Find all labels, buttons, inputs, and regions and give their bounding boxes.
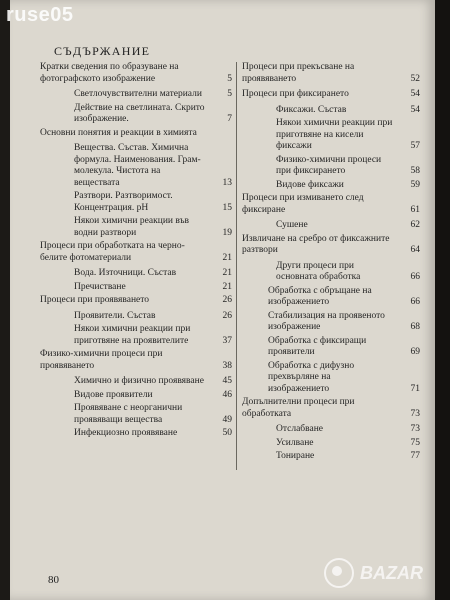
toc-entry-title: Процеси при прекъсване на проявяването [242, 62, 355, 84]
toc-entry [242, 424, 420, 436]
toc-entry [40, 403, 232, 426]
toc-entry-title: Пречистване [74, 281, 126, 292]
toc-entry [242, 234, 420, 257]
toc-entry-page: 38 [222, 360, 232, 371]
page-number: 80 [48, 574, 59, 586]
toc-entry-page: 13 [222, 177, 232, 188]
bazar-logo-text: BAZAR [360, 562, 423, 583]
toc-entry-page: 66 [410, 297, 420, 307]
toc-entry [40, 390, 232, 402]
toc-entry [242, 438, 420, 450]
toc-entry-page: 71 [410, 383, 420, 394]
toc-entry [40, 143, 232, 189]
toc-entry [40, 282, 232, 294]
toc-entry-title: Кратки сведения по образуване на фотографското изображение [40, 62, 179, 84]
toc-entry-title: Вода. Източници. Състав [74, 268, 177, 278]
toc-entry-page: 5 [227, 73, 232, 84]
toc-entry-page: 54 [410, 104, 420, 115]
toc-entry [242, 397, 420, 420]
toc-entry-title: Тониране [276, 451, 315, 461]
toc-entry-page: 62 [410, 220, 420, 230]
toc-entry-title: Основни понятия и реакции в химията [40, 127, 197, 138]
toc-entry [242, 286, 420, 309]
toc-entry-title: Процеси при обработката на черно-белите фотоматериали [40, 241, 185, 263]
toc-entry-page: 21 [222, 252, 232, 263]
toc-entry-title: Действие на светлината. Скрито изображение. [74, 102, 205, 124]
toc-entry [242, 193, 420, 216]
toc-entry [40, 349, 232, 372]
toc-entry-page: 75 [410, 437, 420, 448]
toc-entry [242, 261, 420, 284]
page-shadow-edge [435, 0, 450, 600]
toc-entry-page: 64 [410, 245, 420, 255]
toc-entry [242, 89, 420, 101]
toc-right-column [242, 62, 420, 465]
toc-entry [242, 361, 420, 396]
toc-entry-page: 69 [410, 347, 420, 357]
toc-entry [40, 103, 232, 126]
toc-entry-page: 61 [410, 204, 420, 215]
bazar-logo [324, 556, 436, 590]
toc-entry-title: Отслабване [276, 424, 324, 434]
toc-entry [242, 155, 420, 178]
toc-entry-page: 15 [222, 202, 232, 213]
toc-entry-title: Някои химични реакции във водни разтвори [74, 216, 190, 238]
toc-entry-title: Светлочувствителни материали [74, 89, 202, 99]
toc-entry-page: 57 [410, 141, 420, 151]
bazar-logo-icon [324, 558, 354, 588]
toc-entry-page: 58 [410, 166, 420, 176]
watermark-logo: ruse05 [6, 4, 74, 26]
toc-entry-page: 19 [222, 227, 232, 238]
toc-entry-title: Извличане на сребро от фиксажните разтвори [242, 233, 390, 255]
toc-entry-page: 59 [410, 179, 420, 190]
toc-entry [242, 118, 420, 153]
toc-entry-title: Инфекциозно проявяване [74, 428, 178, 438]
toc-entry [242, 220, 420, 232]
toc-heading: СЪДЪРЖАНИЕ [54, 44, 151, 58]
toc-entry-page: 49 [222, 414, 232, 425]
toc-entry [40, 295, 232, 307]
toc-entry-title: Физико-химични процеси при проявяването [40, 349, 163, 371]
toc-entry [242, 336, 420, 359]
toc-entry-title: Проявяване с неорганични проявяващи вещества [74, 403, 183, 425]
toc-entry [40, 191, 232, 214]
toc-entry-title: Физико-химични процеси при фиксирането [276, 154, 382, 176]
toc-entry-title: Процеси при фиксирането [242, 89, 349, 99]
toc-entry [242, 62, 420, 85]
toc-entry-title: Обработка с дифузно прехвърляне на изображението [268, 360, 355, 394]
toc-left-column [40, 62, 232, 442]
toc-entry-page: 5 [227, 89, 232, 99]
toc-entry-title: Видове фиксажи [276, 179, 344, 190]
toc-entry [40, 324, 232, 347]
toc-entry-title: Стабилизация на проявеното изображение [268, 310, 385, 332]
toc-entry-page: 68 [410, 322, 420, 332]
toc-entry-page: 50 [222, 428, 232, 438]
toc-entry-title: Химично и физично проявяване [74, 376, 204, 386]
toc-entry-title: Процеси при измиването след фиксиране [242, 193, 364, 215]
toc-entry-title: Някои химични реакции при приготвяне на кисели фиксажи [276, 118, 393, 151]
toc-entry-title: Проявители. Състав [74, 310, 156, 321]
toc-entry-title: Усилване [276, 437, 314, 448]
toc-entry [40, 268, 232, 280]
toc-entry [40, 128, 232, 140]
toc-entry-page: 54 [410, 89, 420, 99]
toc-entry [40, 241, 232, 264]
toc-entry-title: Допълнителни процеси при обработката [242, 397, 355, 419]
toc-entry-title: Сушене [276, 220, 308, 230]
book-page [10, 0, 435, 600]
toc-entry-page: 66 [410, 272, 420, 282]
toc-entry-page: 26 [222, 295, 232, 305]
toc-entry-page: 77 [410, 451, 420, 461]
toc-entry [40, 428, 232, 440]
toc-entry-title: Разтвори. Разтворимост. Концентрация. pH [74, 191, 173, 213]
toc-entry-title: Фиксажи. Състав [276, 104, 347, 115]
toc-entry [242, 105, 420, 117]
toc-entry-page: 73 [410, 424, 420, 434]
toc-entry [242, 451, 420, 463]
toc-entry-title: Други процеси при основната обработка [276, 260, 361, 282]
toc-entry-page: 45 [222, 376, 232, 386]
toc-entry-page: 21 [222, 281, 232, 292]
toc-entry [242, 180, 420, 192]
toc-entry [40, 376, 232, 388]
toc-entry-page: 26 [222, 310, 232, 321]
toc-entry-page: 21 [222, 268, 232, 278]
toc-entry-title: Обработка с обръщане на изображението [268, 285, 372, 307]
toc-entry-page: 7 [227, 114, 232, 124]
toc-entry-title: Видове проявители [74, 389, 153, 400]
column-divider [236, 62, 237, 470]
toc-entry-title: Вещества. Състав. Химична формула. Наименования. Грам-молекула. Чистота на веществата [74, 143, 201, 188]
toc-entry-title: Някои химични реакции при приготвяне на проявителите [74, 324, 191, 346]
toc-entry [242, 311, 420, 334]
toc-entry [40, 311, 232, 323]
toc-entry [40, 89, 232, 101]
toc-entry [40, 62, 232, 85]
toc-entry-page: 46 [222, 389, 232, 400]
toc-entry-title: Обработка с фиксиращи проявители [268, 335, 367, 357]
toc-entry [40, 216, 232, 239]
toc-entry-page: 73 [410, 408, 420, 419]
toc-entry-page: 37 [222, 335, 232, 346]
toc-entry-title: Процеси при проявяването [40, 295, 150, 305]
toc-entry-page: 52 [410, 73, 420, 84]
